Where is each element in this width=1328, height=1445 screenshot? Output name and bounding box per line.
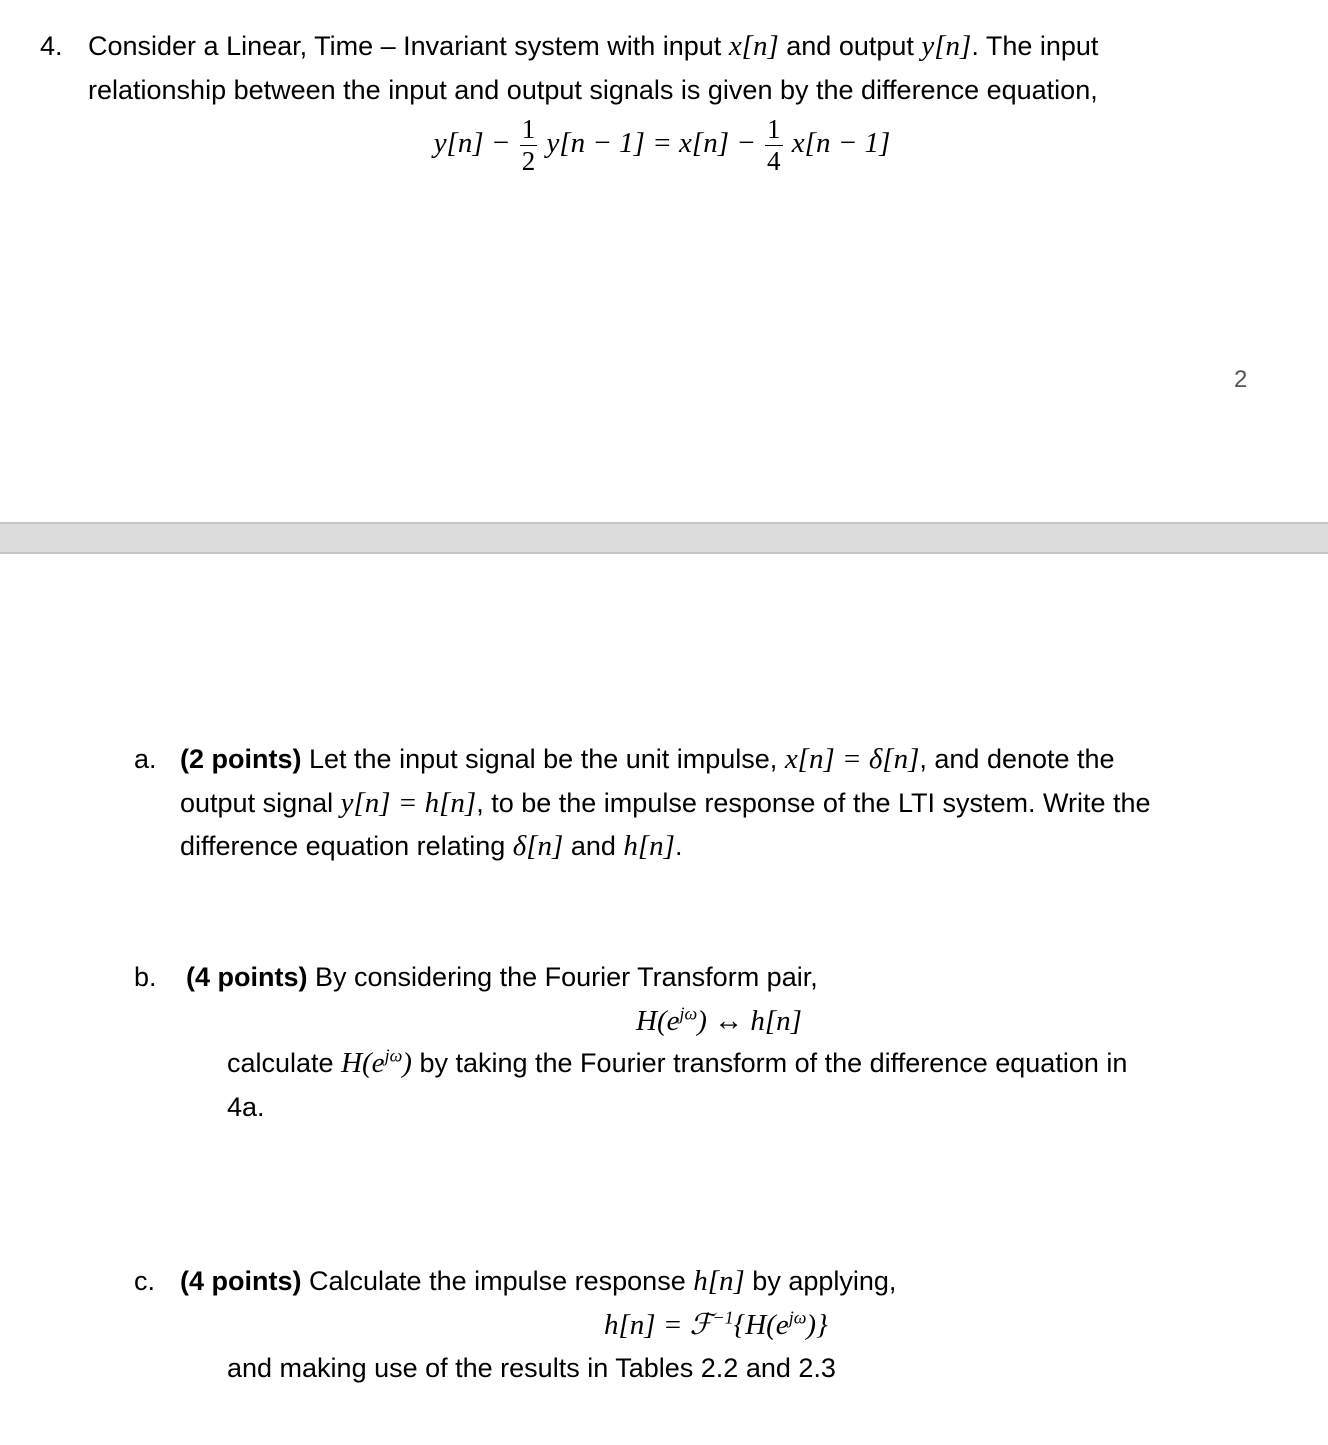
part-c-line-3: and making use of the results in Tables 2.2 and 2.3 xyxy=(227,1353,836,1383)
part-a-line-1: (2 points) Let the input signal be the unit impulse, x[n] = δ[n], and denote the xyxy=(180,743,1115,775)
part-b-line-3: calculate $H(e^{j\omega})$ by taking the Fourier transform of the difference equation in xyxy=(227,1045,1128,1079)
part-c-label: c. xyxy=(134,1266,156,1296)
fraction-one-half: $\frac{1}{2}$ xyxy=(521,114,536,176)
part-a-line-2: output signal y[n] = h[n], to be the impulse response of the LTI system. Write the xyxy=(180,787,1151,819)
question-number: 4. xyxy=(40,31,63,61)
part-a-line-3: difference equation relating δ[n] and h[n]. xyxy=(180,830,683,862)
part-a-label: a. xyxy=(134,744,157,774)
part-b-line-4: 4a. xyxy=(227,1092,265,1122)
fourier-pair-equation: $H(e^{j\omega})$ ↔ h[n] xyxy=(636,1003,802,1037)
question-line-1: Consider a Linear, Time – Invariant system with input x[n] and output y[n]. The input xyxy=(88,30,1099,62)
part-b-line-1: (4 points) By considering the Fourier Transform pair, xyxy=(186,962,818,992)
part-b-label: b. xyxy=(134,962,157,992)
page-separator xyxy=(0,522,1328,554)
page-number: 2 xyxy=(1234,366,1248,393)
part-c-line-1: (4 points) Calculate the impulse response h[n] by applying, xyxy=(180,1265,897,1297)
difference-equation: y[n] − $\frac{1}{2}$ y[n − 1] = x[n] − $\frac{1}{4}$ x[n − 1] xyxy=(433,114,891,176)
fraction-one-quarter: $\frac{1}{4}$ xyxy=(767,114,781,176)
question-line-2: relationship between the input and output signals is given by the difference equation, xyxy=(88,75,1098,105)
inverse-fourier-equation: $h[n] = ℱ^{-1}\{H(e^{j\omega})\}$ xyxy=(604,1307,828,1341)
